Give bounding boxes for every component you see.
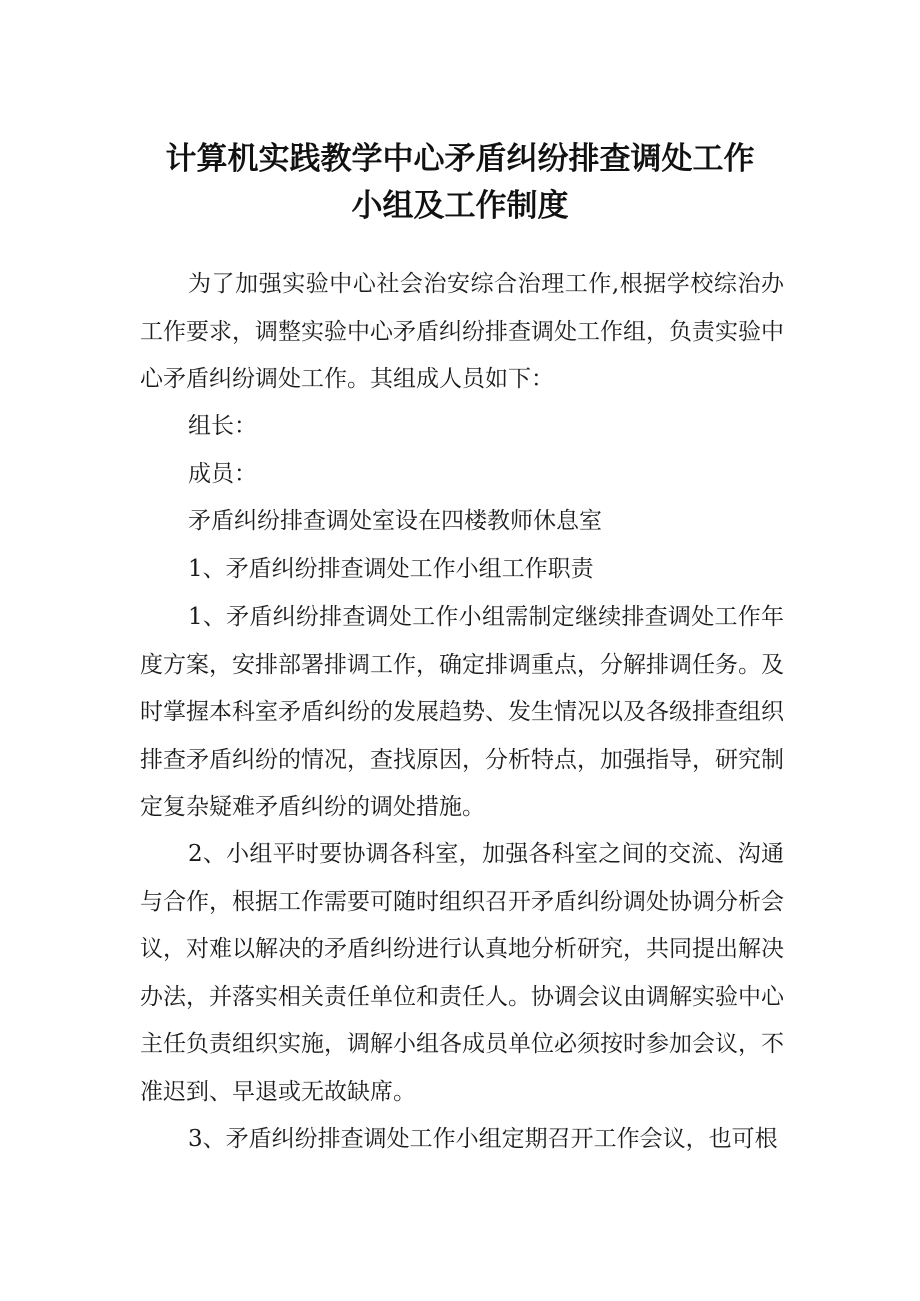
duty-paragraph-3: 3、矛盾纠纷排查调处工作小组定期召开工作会议，也可根 <box>188 1126 778 1152</box>
group-leader-line: 组长： <box>188 413 257 439</box>
office-location-line: 矛盾纠纷排查调处室设在四楼教师休息室 <box>188 508 602 534</box>
section-heading-duties: 1、矛盾纠纷排查调处工作小组工作职责 <box>188 556 594 582</box>
group-members-line: 成员： <box>188 461 257 487</box>
duty-paragraph-1: 1、矛盾纠纷排查调处工作小组需制定继续排查调处工作年度方案，安排部署排调工作，确定排调重点，分解排调任务。及时掌握本科室矛盾纠纷的发展趋势、发生情况以及各级排查组织排查矛盾纠纷的情况，查找原因，分析特点，加强指导，研究制定复杂疑难矛盾纠纷的调处措施。 <box>140 604 784 820</box>
intro-paragraph: 为了加强实验中心社会治安综合治理工作,根据学校综治办工作要求，调整实验中心矛盾纠纷排查调处工作组，负责实验中心矛盾纠纷调处工作。其组成人员如下： <box>140 271 784 392</box>
document-title-line-2: 小组及工作制度 <box>351 188 569 224</box>
duty-paragraph-2: 2、小组平时要协调各科室，加强各科室之间的交流、沟通与合作，根据工作需要可随时组织召开矛盾纠纷调处协调分析会议，对难以解决的矛盾纠纷进行认真地分析研究，共同提出解决办法，并落实相关责任单位和责任人。协调会议由调解实验中心主任负责组织实施，调解小组各成员单位必须按时参加会议，不准迟到、早退或无故缺席。 <box>140 841 784 1105</box>
document-title-line-1: 计算机实践教学中心矛盾纠纷排查调处工作 <box>165 141 755 177</box>
